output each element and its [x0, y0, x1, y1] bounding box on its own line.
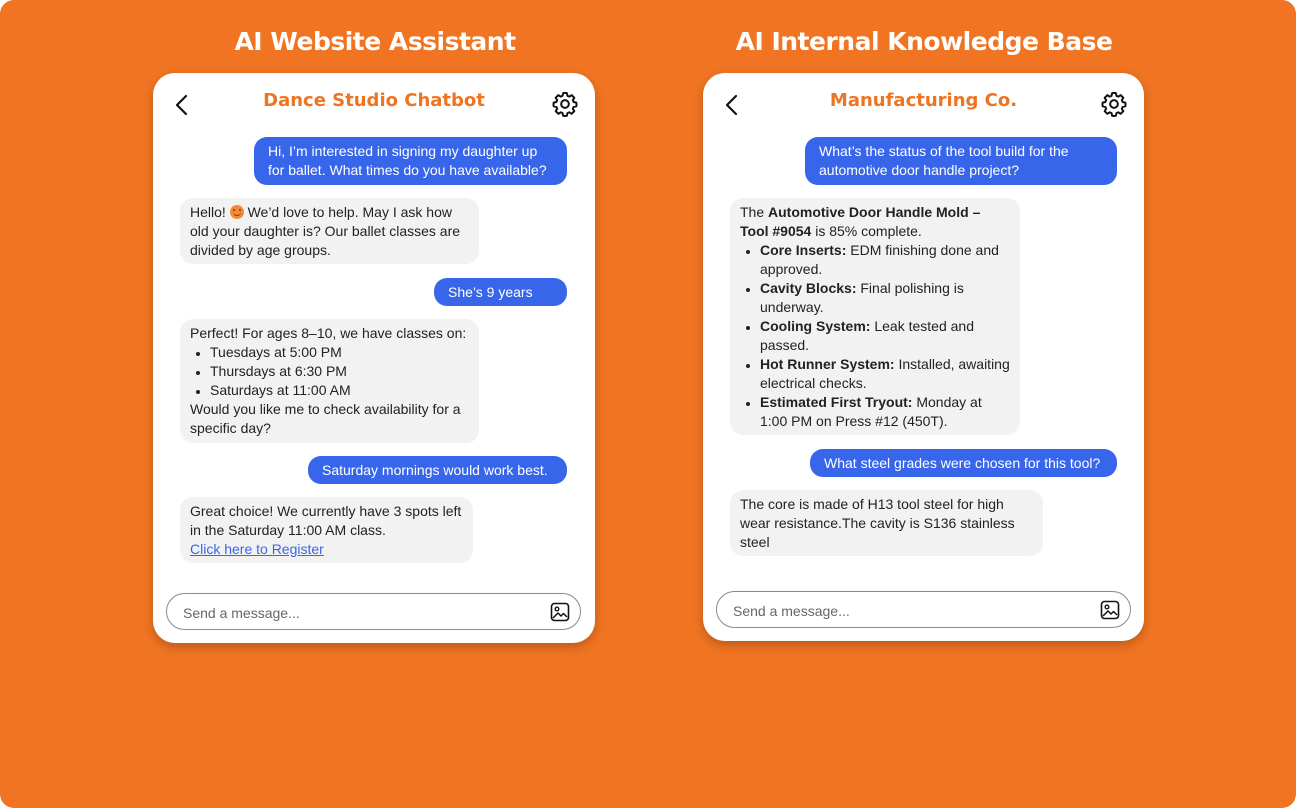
list-item: • Hot Runner System: Installed, awaiting electrical checks. — [760, 355, 1010, 393]
message-text: The Automotive Door Handle Mold – Tool #9054 is 85% complete. — [740, 204, 981, 239]
gear-icon[interactable] — [551, 90, 579, 118]
schedule-list — [190, 343, 469, 400]
list-item: • Core Inserts: EDM finishing done and approved. — [760, 241, 1010, 279]
message-user: Saturday mornings would work best. — [308, 456, 567, 484]
message-text: We’d love to help. May I ask how old your daughter is? Our ballet classes are divided by age groups. — [190, 204, 461, 258]
message-user: Hi, I’m interested in signing my daughter up for ballet. What times do you have available? — [254, 137, 567, 185]
message-input[interactable] — [731, 600, 1055, 622]
chat-title: Manufacturing Co. — [829, 90, 1018, 111]
image-icon[interactable] — [1100, 600, 1120, 620]
message-input[interactable] — [181, 602, 505, 624]
gear-icon[interactable] — [1100, 90, 1128, 118]
message-user: She’s 9 years old. — [434, 278, 567, 306]
chat-header — [703, 73, 1144, 133]
message-bot: The core is made of H13 tool steel for high wear resistance.The cavity is S136 stainless steel — [730, 490, 1043, 556]
register-link[interactable]: Click here to Register — [190, 541, 324, 557]
message-user: What steel grades were chosen for this tool? — [810, 449, 1117, 477]
status-list — [740, 241, 1010, 431]
tool-name: Automotive Door Handle Mold – Tool #9054 — [740, 204, 981, 239]
message-text: Perfect! For ages 8–10, we have classes on: — [190, 325, 467, 341]
message-bot — [730, 198, 1020, 435]
message-bot — [180, 319, 479, 443]
message-composer — [716, 591, 1131, 628]
chat-title: Dance Studio Chatbot — [263, 90, 485, 111]
list-item: • Tuesdays at 5:00 PM — [210, 343, 469, 362]
message-composer — [166, 593, 581, 630]
message-text: Would you like me to check availability for a specific day? — [190, 401, 461, 436]
panel-heading-website-assistant: AI Website Assistant — [234, 27, 516, 56]
message-text: Great choice! We currently have 3 spots left in the Saturday 11:00 AM class. — [190, 503, 462, 538]
image-icon[interactable] — [550, 602, 570, 622]
list-item: • Cooling System: Leak tested and passed. — [760, 317, 1010, 355]
list-item: • Estimated First Tryout: Monday at 1:00 PM on Press #12 (450T). — [760, 393, 1010, 431]
chat-window-manufacturing — [703, 73, 1144, 641]
message-text: Hello! — [190, 204, 230, 220]
list-item: • Cavity Blocks: Final polishing is underway. — [760, 279, 1010, 317]
chat-window-dance-studio — [153, 73, 595, 643]
list-item: • Thursdays at 6:30 PM — [210, 362, 469, 381]
smiley-emoji-icon — [230, 205, 244, 219]
list-item: • Saturdays at 11:00 AM — [210, 381, 469, 400]
message-bot — [180, 497, 473, 563]
chat-header — [153, 73, 595, 133]
panel-heading-knowledge-base: AI Internal Knowledge Base — [735, 27, 1113, 56]
message-user: What’s the status of the tool build for the automotive door handle project? — [805, 137, 1117, 185]
message-bot — [180, 198, 479, 264]
